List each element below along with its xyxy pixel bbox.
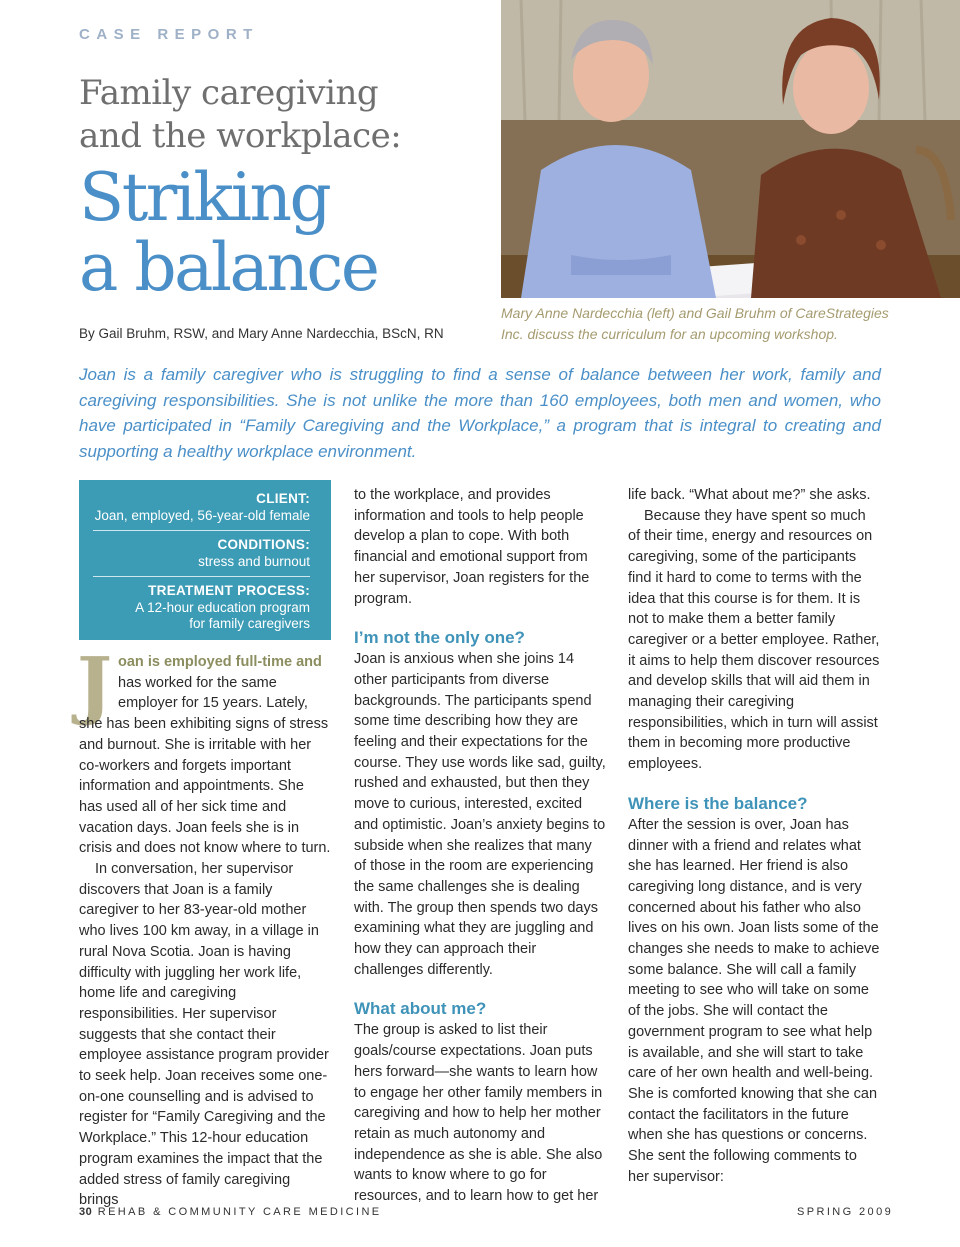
summary-client	[93, 488, 310, 530]
photo-caption-line-1: Mary Anne Nardecchia (left) and Gail Bruhm of CareStrategies	[501, 305, 889, 321]
treatment-value-line-2: for family caregivers	[189, 616, 310, 631]
section-kicker: CASE REPORT	[79, 26, 259, 43]
headline-line-2: and the workplace:	[79, 116, 402, 156]
body-paragraph: life back. “What about me?” she asks.	[628, 487, 871, 503]
publication-name: REHAB & COMMUNITY CARE MEDICINE	[97, 1206, 382, 1218]
section-heading: Where is the balance?	[628, 793, 808, 813]
conditions-value: stress and burnout	[198, 553, 310, 569]
body-column-3	[628, 485, 881, 1188]
headline-line-1: Family caregiving	[79, 73, 379, 113]
summary-conditions	[93, 530, 310, 576]
body-column-1	[77, 642, 331, 1211]
case-summary-box	[79, 480, 331, 640]
paragraph-text: has worked for the same employer for 15 years. Lately, she has been exhibiting signs of stress and burnout. She is irritable with her co-workers and forgets important information and appointments. She has used all of her sick time and vacation days. Joan feels she is in crisis and does not know where to turn.	[79, 674, 331, 857]
headline-main-line-1: Striking	[79, 159, 330, 236]
summary-treatment	[93, 576, 310, 639]
footer-issue: SPRING 2009	[797, 1206, 894, 1218]
headline-main-line-2: a balance	[79, 229, 378, 306]
photo-caption-line-2: Inc. discuss the curriculum for an upcoming workshop.	[501, 326, 838, 342]
photo-caption	[501, 303, 911, 345]
conditions-label: CONDITIONS:	[217, 537, 310, 552]
body-paragraph: After the session is over, Joan has dinner with a friend and relates what she has learned. Her friend is also caregiving long distance, and is very concerned about his father who also lives on his own. Joan lists some of the changes she needs to make to achieve some balance. She will call a family meeting to see who will take on some of the jobs. She will contact the government program to see what help is available, and she will start to take care of her own health and well-being. She is comforted knowing that she can contact the facilitators in the future when she has questions or concerns. She sent the following comments to her supervisor:	[628, 816, 880, 1185]
body-paragraph: to the workplace, and provides information and tools to help people develop a plan to cope. With both financial and emotional support from her supervisor, Joan registers for the program.	[354, 487, 590, 607]
intro-paragraph: Joan is a family caregiver who is struggling to find a sense of balance between her work, family and caregiving responsibilities. She is not unlike the more than 160 employees, both men and women, who have participated in “Family Caregiving and the Workplace,” a program that is integral to creating and supporting a healthy workplace environment.	[79, 365, 881, 461]
lead-in: oan is employed full-time and	[118, 654, 322, 670]
body-paragraph	[77, 642, 331, 859]
body-paragraph: Because they have spent so much of their time, energy and resources on caregiving, some of the participants find it hard to come to terms with the idea that this course is for them. It is not to make them a better family caregiver or a better employee. Rather, it aims to help them discover resources and develop skills that will aid them in managing their caregiving responsibilities, which in turn will assist them in becoming more productive employees.	[628, 507, 880, 773]
drop-cap: J	[77, 642, 113, 728]
section-heading: What about me?	[354, 999, 487, 1019]
body-column-2	[354, 485, 607, 1207]
page-number: 30	[79, 1206, 93, 1218]
section-heading: I’m not the only one?	[354, 628, 525, 648]
body-paragraph: In conversation, her supervisor discovers that Joan is a family caregiver to her 83-year-old mother who lives 100 km away, in a village in rural Nova Scotia. Joan is having difficulty with juggling her work life, home life and caregiving responsibilities. Her supervisor suggests that she contact their employee assistance program provider to seek help. Joan receives some one-on-one counselling and is advised to register for “Family Caregiving and the Workplace.” This 12-hour education program examines the impact that the added stress of family caregiving brings	[79, 861, 329, 1209]
treatment-value-line-1: A 12-hour education program	[135, 599, 310, 615]
client-value: Joan, employed, 56-year-old female	[94, 507, 310, 523]
article-photo	[501, 0, 960, 298]
headline-main	[79, 159, 499, 306]
body-paragraph: Joan is anxious when she joins 14 other participants from diverse backgrounds. The participants spend some time describing how they are feeling and their expectations for the course. They use words like sad, guilty, rushed and exhausted, but then they move to curious, interested, excited and optimistic. Joan’s anxiety begins to subside when she realizes that many of those in the room are experiencing the same challenges she is dealing with. The group then spends two days examining what they are juggling and how they can approach their challenges differently.	[354, 651, 606, 978]
body-paragraph: The group is asked to list their goals/course expectations. Joan puts hers forward—she wants to learn how to engage her other family members in caregiving and how to help her mother retain as much autonomy and independence as she is able. She also wants to know where to go for resources, and to learn how to get her	[354, 1022, 603, 1205]
headline-top	[79, 72, 489, 158]
client-label: CLIENT:	[256, 491, 310, 506]
byline: By Gail Bruhm, RSW, and Mary Anne Nardecchia, BScN, RN	[79, 326, 444, 341]
photo-illustration	[501, 0, 960, 298]
treatment-label: TREATMENT PROCESS:	[148, 583, 310, 598]
footer-publication	[79, 1206, 382, 1218]
